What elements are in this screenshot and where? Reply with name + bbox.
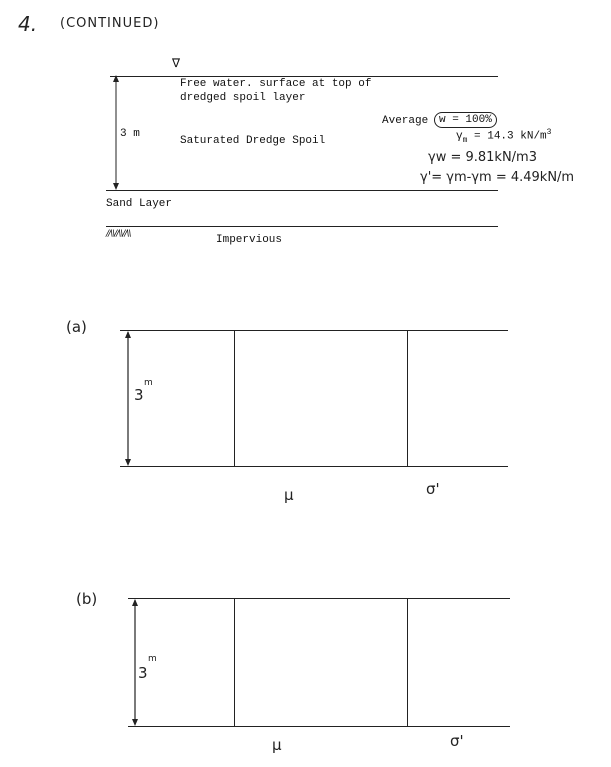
average-label: Average — [382, 115, 429, 127]
part-a-bottom-line — [120, 466, 508, 467]
part-b-pore-pressure-column-divider — [234, 598, 235, 726]
part-a-depth-value: 3 — [134, 386, 144, 404]
water-surface-symbol: ∇ — [172, 56, 181, 70]
gamma-symbol: γ — [456, 130, 463, 143]
water-unit-weight-note: γw = 9.81kN/m3 — [428, 150, 537, 165]
part-b-depth-value: 3 — [138, 664, 148, 682]
part-a-depth-unit: m — [144, 378, 153, 388]
part-b-depth-arrow — [129, 598, 141, 727]
water-content-value: w = 100% — [434, 112, 497, 128]
part-a-effective-stress-label: σ' — [426, 480, 440, 498]
sand-layer-label: Sand Layer — [106, 198, 173, 210]
part-a-label: (a) — [66, 318, 87, 336]
part-b-effective-stress-label: σ' — [450, 732, 464, 750]
effective-unit-weight-note: γ'= γm-γm = 4.49kN/m — [420, 170, 575, 185]
part-b-depth-unit: m — [148, 654, 157, 664]
part-a-top-line — [120, 330, 508, 331]
impervious-line — [106, 226, 498, 227]
part-b-effective-stress-column-divider — [407, 598, 408, 726]
layer-thickness-label: 3 m — [120, 128, 140, 140]
part-b-top-line — [128, 598, 510, 599]
impervious-label: Impervious — [216, 234, 283, 246]
water-surface-note-line2: dredged spoil layer — [180, 92, 306, 104]
water-surface-note-line1: Free water. surface at top of — [180, 78, 372, 90]
part-a-pore-pressure-column-divider — [234, 330, 235, 466]
part-b-pore-pressure-label: μ — [272, 736, 282, 754]
water-surface-line — [110, 76, 498, 77]
sand-layer-top-line — [106, 190, 498, 191]
part-b-label: (b) — [76, 590, 98, 608]
part-a-pore-pressure-label: μ — [284, 486, 294, 504]
problem-continued-label: (CONTINUED) — [60, 16, 160, 31]
part-b-bottom-line — [128, 726, 510, 727]
unit-weight-value — [456, 128, 551, 145]
gamma-subscript: m — [462, 135, 468, 145]
unit-weight-number: = 14.3 kN/m — [474, 130, 547, 143]
unit-weight-exponent: 3 — [546, 128, 552, 137]
part-a-effective-stress-column-divider — [407, 330, 408, 466]
problem-number: 4. — [18, 12, 38, 36]
dredge-spoil-label: Saturated Dredge Spoil — [180, 135, 326, 147]
part-a-depth-arrow — [122, 330, 134, 467]
impervious-hatch: //\\//\\//\\ — [106, 229, 131, 239]
